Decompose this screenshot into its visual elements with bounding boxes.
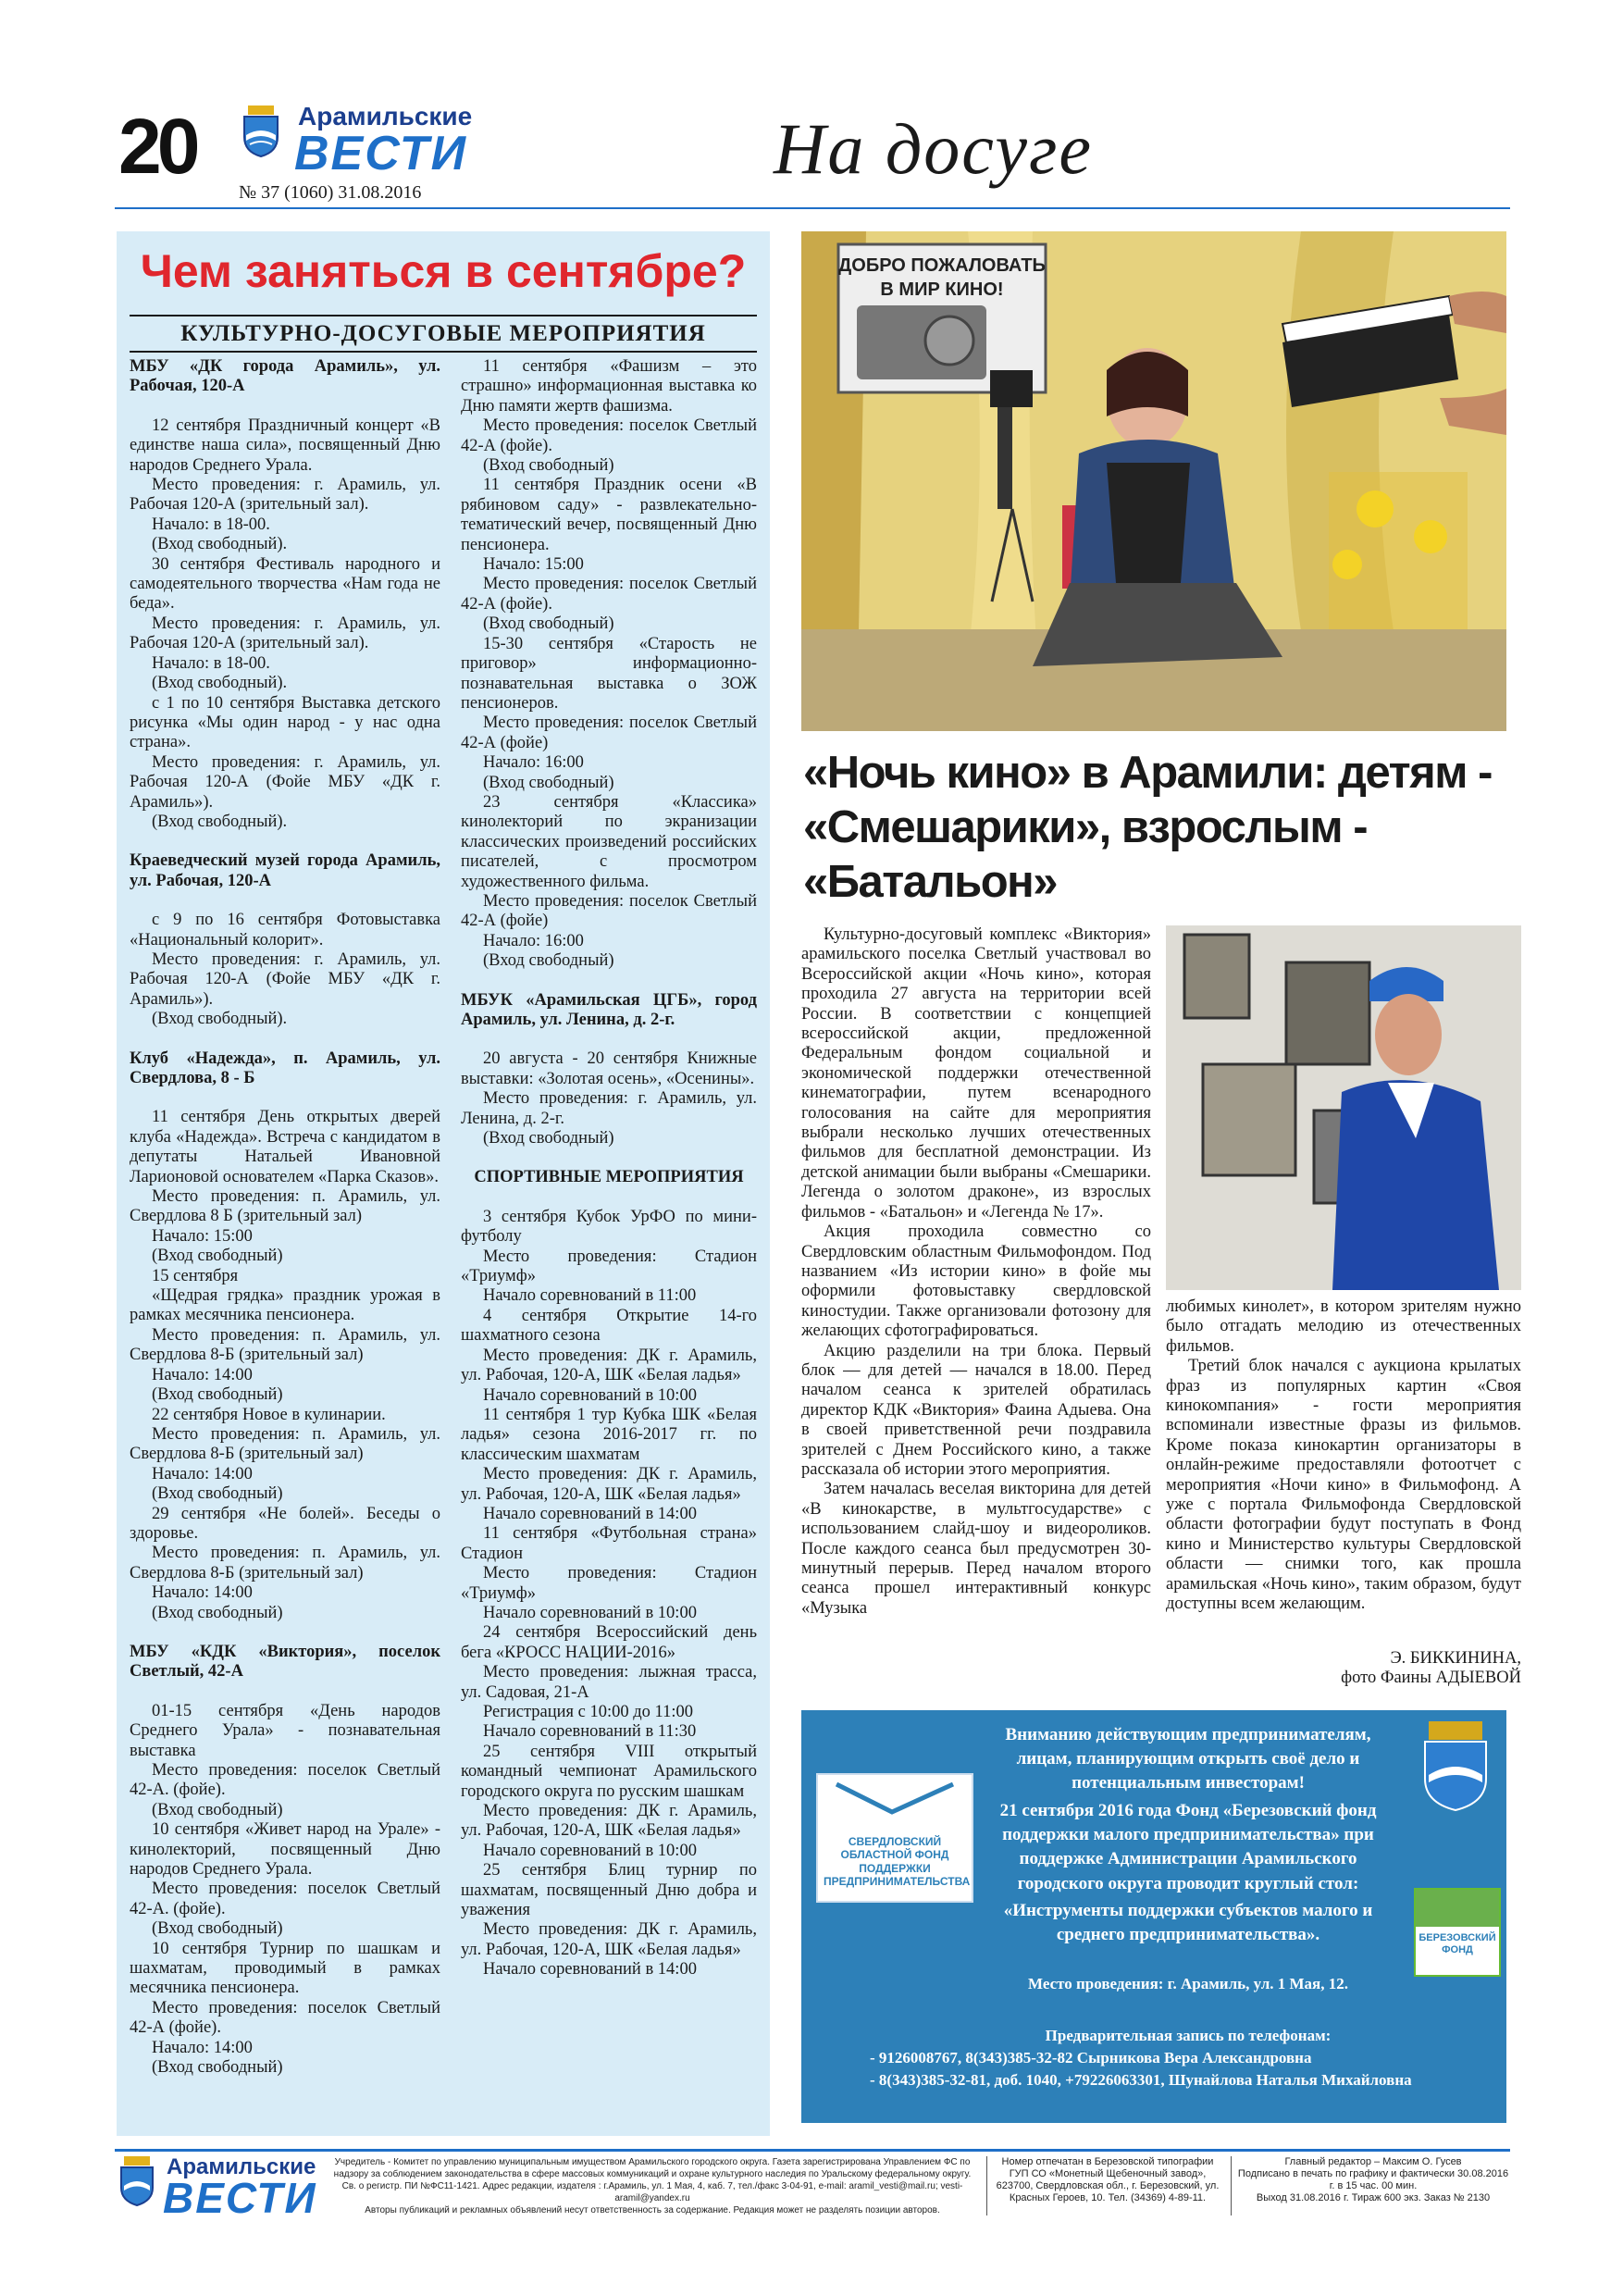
events-column-2 (461, 357, 757, 1980)
paragraph: МБУ «ДК города Арамиль», ул. Рабочая, 120-А (130, 357, 440, 396)
issue-number: № 37 (1060) 31.08.2016 (239, 182, 422, 203)
ad-roundtable-title: «Инструменты поддержки субъектов малого и среднего предпринимательства». (1003, 1901, 1373, 1945)
paragraph: Место проведения: г. Арамиль, ул. Рабочая 120-А (Фойе МБУ «ДК г. Арамиль»). (130, 752, 440, 812)
paragraph: Место проведения: поселок Светлый 42-А. (фойе). (130, 1880, 440, 1918)
paragraph: 3 сентября Кубок УрФО по мини-футболу (461, 1207, 757, 1247)
fund-logo-right-text: БЕРЕЗОВСКИЙ ФОНД (1419, 1932, 1496, 1956)
article-column-2 (1166, 1297, 1521, 1615)
paragraph: Начало соревнований в 10:00 (483, 1385, 697, 1405)
paragraph: (Вход свободный). (152, 535, 288, 554)
footer-logo-main: ВЕСТИ (163, 2174, 317, 2222)
spacer (461, 972, 757, 991)
paragraph: Начало: 14:00 (152, 1583, 253, 1603)
paragraph: 11 сентября День открытых дверей клуба «Надежда». Встреча с кандидатом в депутаты Натальей Ивановной Ларионовой основателем «Парка Сказов». (130, 1108, 440, 1186)
paragraph: Место проведения: поселок Светлый 42-А (фойе). (461, 416, 757, 455)
paragraph: Место проведения: п. Арамиль, ул. Свердлова 8 Б (зрительный зал) (130, 1187, 440, 1226)
paragraph: 15-30 сентября «Старость не приговор» информационно-познавательная выставка о ЗОЖ пенсионеров. (461, 634, 757, 713)
fund-logo-left (816, 1773, 973, 1903)
paragraph: Место проведения: ДК г. Арамиль, ул. Рабочая, 120-А, ШК «Белая ладья» (461, 1465, 757, 1504)
spacer (130, 891, 440, 911)
paragraph: 11 сентября «Футбольная страна» Стадион (461, 1524, 757, 1563)
paragraph: 29 сентября «Не болей». Беседы о здоровье. (130, 1504, 440, 1543)
ad-appeal: Вниманию действующим предпринимателям, лицам, планирующим открыть своё дело и потенциальным инвесторам! (1005, 1725, 1371, 1793)
cinema-photo (801, 231, 1506, 731)
ad-venue: Место проведения: г. Арамиль, ул. 1 Мая, 12. (1028, 1975, 1348, 1992)
paragraph: 11 сентября 1 тур Кубка ШК «Белая ладья» сезона 2016-2017 гг. по классическим шахматам (461, 1405, 757, 1464)
paragraph: 25 сентября Блиц турнир по шахматам, посвященный Дню добра и уважения (461, 1861, 757, 1920)
paragraph: Начало: 14:00 (152, 2038, 253, 2057)
paragraph: (Вход свободный) (152, 2058, 283, 2078)
footer-divider-2 (1231, 2156, 1232, 2215)
spacer (130, 1088, 440, 1108)
paragraph: 20 августа - 20 сентября Книжные выставки: «Золотая осень», «Осенины». (461, 1049, 757, 1088)
paragraph: СПОРТИВНЫЕ МЕРОПРИЯТИЯ (474, 1168, 744, 1187)
paragraph: Начало: 14:00 (152, 1365, 253, 1384)
footer-credits (1236, 2156, 1510, 2204)
paragraph: Затем началась веселая викторина для детей «В кинокарстве, в мультгосударстве» с использованием слайд-шоу и видеороликов. После каждого сеанса был предусмотрен 30-минутный перерыв. Перед началом второго сеанса прошел интерактивный конкурс «Музыка (801, 1480, 1151, 1618)
paragraph: Начало соревнований в 11:30 (483, 1722, 697, 1742)
spacer (130, 1682, 440, 1702)
paragraph: 12 сентября Праздничный концерт «В единстве наша сила», посвященный Дню народов Среднего Урала. (130, 416, 440, 475)
footer-divider-1 (986, 2156, 987, 2215)
ad-phone-2: - 8(343)385-32-81, доб. 1040, +79226063301, Шунайлова Наталья Михайловна (870, 2071, 1412, 2089)
cinema-photo-illustration (801, 231, 1506, 731)
paragraph: Клуб «Надежда», п. Арамиль, ул. Свердлова, 8 - Б (130, 1049, 440, 1087)
footer-run: Выход 31.08.2016 г. Тираж 600 экз. Заказ № 2130 (1256, 2192, 1491, 2203)
city-crest-icon (241, 104, 281, 157)
ad-registration: Предварительная запись по телефонам: (1045, 2027, 1332, 2044)
footer-disclaimer: Авторы публикаций и рекламных объявлений несут ответственность за содержание. Редакция может не разделять позиции авторов. (365, 2205, 940, 2215)
paragraph: Место проведения: ДК г. Арамиль, ул. Рабочая, 120-А, ШК «Белая ладья» (461, 1920, 757, 1959)
paragraph: Начало: 14:00 (152, 1464, 253, 1483)
man-photo-illustration (1166, 925, 1521, 1290)
paragraph: Третий блок начался с аукциона крылатых фраз из популярных картин «Своя кинокомпания» - гости мероприятия вспоминали известные фразы из фильмов. Кроме показа кинокартин организаторы в онлайн-режиме предоставляли фотоотчет с мероприятия «Ночи кино» в Фильмофонд. А уже с портала Фильмофонда Свердловской области фотографии будут поступать в Фонд кино и Министерство культуры Свердловской области — снимки того, как прошла арамильская «Ночь кино», таким образом, будут доступны всем желающим. (1166, 1357, 1521, 1614)
paragraph: (Вход свободный) (152, 1247, 283, 1266)
paragraph: Начало: 15:00 (152, 1226, 253, 1246)
masthead-title-main: ВЕСТИ (294, 127, 467, 180)
paragraph: «Щедрая грядка» праздник урожая в рамках месячника пенсионера. (130, 1286, 440, 1325)
spacer (461, 1188, 757, 1208)
paragraph: 23 сентября «Классика» кинолекторий по экранизации классических произведений российских писателей, с просмотром художественного фильма. (461, 792, 757, 891)
spacer (130, 1623, 440, 1643)
paragraph: Начало: 16:00 (483, 753, 584, 773)
man-photo (1166, 925, 1521, 1290)
paragraph: (Вход свободный) (483, 951, 614, 971)
events-title: Чем заняться в сентябре? (140, 245, 747, 297)
paragraph: 11 сентября Праздник осени «В рябиновом саду» - развлекательно-тематический вечер, посвященный Дню пенсионера. (461, 476, 757, 554)
paragraph: Место проведения: Стадион «Триумф» (461, 1247, 757, 1286)
events-column-1 (130, 357, 440, 2079)
footer-founder: Учредитель - Комитет по управлению муниципальным имуществом Арамильского городского округа. Газета зарегистрирована Управлением ФС по надзору за соблюдением законодательства в сфере массовых коммуникаций и охране культурного наследия по Уральскому федеральному округу. Св. о регистр. ПИ №ФС11-1421. Адрес редакции, издателя : г.Арамиль, ул. 1 Мая, 4, каб. 7, тел./факс 3-04-91, e-mail: aramil_vesti@mail.ru; vesti-aramil@yandex.ru (333, 2157, 972, 2203)
paragraph: Место проведения: поселок Светлый 42-А (фойе). (130, 1998, 440, 2038)
paragraph: (Вход свободный) (152, 1484, 283, 1504)
paragraph: Начало соревнований в 14:00 (483, 1960, 697, 1980)
page-number: 20 (118, 103, 196, 190)
paragraph: с 9 по 16 сентября Фотовыставка «Национальный колорит». (130, 911, 440, 949)
paragraph: Акция проходила совместно со Свердловским областным Фильмофондом. Под названием «Из истории кино» в фойе мы оформили фотовыставку свердловской киностудии. Также организовали фотозону для желающих сфотографироваться. (801, 1222, 1151, 1341)
fund-logo-right (1414, 1888, 1501, 1977)
paragraph: Место проведения: п. Арамиль, ул. Свердлова 8-Б (зрительный зал) (130, 1544, 440, 1582)
paragraph: Место проведения: поселок Светлый 42-А (фойе) (461, 891, 757, 931)
paragraph: Начало: 15:00 (483, 555, 584, 575)
paragraph: Место проведения: г. Арамиль, ул. Рабочая 120-А (Фойе МБУ «ДК г. Арамиль»). (130, 949, 440, 1009)
masthead-title-small: Арамильские (298, 102, 473, 130)
byline-photo-credit: фото Фаины АДЫЕВОЙ (1341, 1669, 1521, 1688)
byline-author: Э. БИККИНИНА, (1390, 1649, 1521, 1668)
paragraph: Место проведения: поселок Светлый 42-А (фойе). (461, 575, 757, 614)
paragraph: Место проведения: поселок Светлый 42-А. (фойе). (130, 1761, 440, 1800)
paragraph: (Вход свободный) (152, 1385, 283, 1405)
paragraph: Акцию разделили на три блока. Первый блок — для детей — начался в 18.00. Перед началом сеанса к зрителей обратилась директор КДК «Виктория» Фаина Адыева. Она в своей приветственной речи поздравила зрителей с Днем Российского кино, а также рассказала об истории этого мероприятия. (801, 1341, 1151, 1479)
footer-printer: Номер отпечатан в Березовской типографии ГУП СО «Монетный Щебеночный завод», 623700, Свердловская обл., г. Березовский, ул. Красных Героев, 10. Тел. (34369) 4-89-11. (996, 2156, 1220, 2203)
spacer (130, 832, 440, 851)
paragraph: (Вход свободный) (483, 1129, 614, 1148)
paragraph: Место проведения: лыжная трасса, ул. Садовая, 21-А (461, 1663, 757, 1702)
paragraph: Место проведения: г. Арамиль, ул. Рабочая 120-А (зрительный зал). (130, 614, 440, 653)
paragraph: Регистрация с 10:00 до 11:00 (483, 1703, 694, 1721)
header-rule (115, 207, 1510, 209)
section-rubric: На досуге (774, 108, 1094, 189)
paragraph: (Вход свободный) (483, 614, 614, 634)
paragraph: Начало соревнований в 10:00 (483, 1841, 697, 1860)
byline (1166, 1649, 1521, 1689)
paragraph: Начало соревнований в 10:00 (483, 1603, 697, 1622)
paragraph: Место проведения: Стадион «Триумф» (461, 1564, 757, 1603)
spacer (461, 1148, 757, 1168)
paragraph: Краеведческий музей города Арамиль, ул. Рабочая, 120-А (130, 851, 440, 890)
paragraph: 4 сентября Открытие 14-го шахматного сезона (461, 1306, 757, 1346)
paragraph: Начало соревнований в 11:00 (483, 1286, 697, 1306)
paragraph: Начало: в 18-00. (152, 515, 270, 534)
paragraph: любимых кинолет», в котором зрителям нужно было отгадать мелодию из отечественных фильмов. (1166, 1297, 1521, 1356)
paragraph: Место проведения: г. Арамиль, ул. Рабочая 120-А (зрительный зал). (130, 476, 440, 515)
paragraph: 25 сентября VIII открытый командный чемпионат Арамильского городского округа по русским шашкам (461, 1742, 757, 1801)
ad-announcement: 21 сентября 2016 года Фонд «Березовский фонд поддержки малого предпринимательства» при поддержке Администрации Арамильского городского округа проводит круглый стол: (999, 1801, 1377, 1893)
paragraph: Начало: 16:00 (483, 931, 584, 950)
paragraph: Начало соревнований в 14:00 (483, 1504, 697, 1523)
fund-logo-left-text: СВЕРДЛОВСКИЙ ОБЛАСТНОЙ ФОНД ПОДДЕРЖКИ ПРЕДПРИНИМАТЕЛЬСТВА (824, 1835, 971, 1889)
photo-sign-text: ДОБРО ПОЖАЛОВАТЬ В МИР КИНО! (838, 255, 1046, 300)
paragraph: Место проведения: г. Арамиль, ул. Ленина, д. 2-г. (461, 1089, 757, 1128)
footer-crest-icon (118, 2156, 155, 2206)
paragraph: (Вход свободный) (152, 1603, 283, 1622)
footer-editor: Главный редактор – Максим О. Гусев (1284, 2156, 1462, 2167)
footer-signed: Подписано в печать по графику и фактически 30.08.2016 г. в 15 час. 00 мин. (1237, 2168, 1509, 2191)
paragraph: Место проведения: поселок Светлый 42-А (фойе) (461, 714, 757, 752)
paragraph: 10 сентября Турнир по шашкам и шахматам, проводимый в рамках месячника пенсионера. (130, 1939, 440, 1998)
paragraph: Начало: в 18-00. (152, 653, 270, 673)
paragraph: МБУ «КДК «Виктория», поселок Светлый, 42-А (130, 1642, 440, 1682)
paragraph: (Вход свободный) (152, 1919, 283, 1939)
paragraph: МБУК «Арамильская ЦГБ», город Арамиль, ул. Ленина, д. 2-г. (461, 990, 757, 1029)
paragraph: (Вход свободный). (152, 674, 288, 693)
paragraph: (Вход свободный) (483, 773, 614, 792)
fund-logo-left-icon (818, 1775, 972, 1831)
paragraph: 30 сентября Фестиваль народного и самодеятельного творчества «Нам года не беда». (130, 554, 440, 614)
footer-logo-small: Арамильские (167, 2154, 316, 2179)
paragraph: Место проведения: п. Арамиль, ул. Свердлова 8-Б (зрительный зал) (130, 1424, 440, 1464)
spacer (130, 1030, 440, 1049)
paragraph: с 1 по 10 сентября Выставка детского рисунка «Мы один народ - у нас одна страна». (130, 693, 440, 752)
paragraph: 01-15 сентября «День народов Среднего Урала» - познавательная выставка (130, 1701, 440, 1760)
aramil-crest-icon (1421, 1721, 1490, 1812)
footer-rule (115, 2149, 1510, 2152)
article-column-1 (801, 925, 1151, 1619)
paragraph: 10 сентября «Живет народ на Урале» - кинолекторий, посвященный Дню народов Среднего Урала. (130, 1820, 440, 1880)
paragraph: Место проведения: ДК г. Арамиль, ул. Рабочая, 120-А, ШК «Белая ладья» (461, 1346, 757, 1385)
paragraph: 15 сентября (152, 1266, 239, 1285)
paragraph: 24 сентября Всероссийский день бега «КРОСС НАЦИИ-2016» (461, 1623, 757, 1662)
fund-logo-right-band (1416, 1890, 1499, 1927)
paragraph: Место проведения: ДК г. Арамиль, ул. Рабочая, 120-А, ШК «Белая ладья» (461, 1802, 757, 1841)
article-headline: «Ночь кино» в Арамили: детям - «Смешарики», взрослым - «Батальон» (803, 748, 1492, 907)
paragraph: (Вход свободный) (152, 1800, 283, 1819)
events-subtitle: КУЛЬТУРНО-ДОСУГОВЫЕ МЕРОПРИЯТИЯ (130, 315, 757, 353)
spacer (461, 1030, 757, 1049)
ad-phone-1: - 9126008767, 8(343)385-32-82 Сырникова Вера Александровна (870, 2049, 1312, 2066)
paragraph: Культурно-досуговый комплекс «Виктория» арамильского поселка Светлый участвовал во Всероссийской акции «Ночь кино», которая проходила 27 августа на территории всей России. В соответствии с концепцией всероссийской акции, предложенной Федеральным фондом социальной и экономической поддержки отечественной кинематографии, путем всенародного голосования на сайте для мероприятия выбрали несколько лучших отечественных фильмов для бесплатной демонстрации. Из детской анимации были выбраны «Смешарики. Легенда о золотом драконе», из взрослых фильмов - «Батальон» и «Легенда № 17». (801, 925, 1151, 1222)
paragraph: (Вход свободный). (152, 1010, 288, 1029)
paragraph: 11 сентября «Фашизм – это страшно» информационная выставка ко Дню памяти жертв фашизма. (461, 357, 757, 416)
paragraph: Место проведения: п. Арамиль, ул. Свердлова 8-Б (зрительный зал) (130, 1325, 440, 1365)
paragraph: (Вход свободный) (483, 456, 614, 476)
spacer (130, 397, 440, 416)
paragraph: (Вход свободный). (152, 812, 288, 831)
paragraph: 22 сентября Новое в кулинарии. (152, 1405, 386, 1424)
